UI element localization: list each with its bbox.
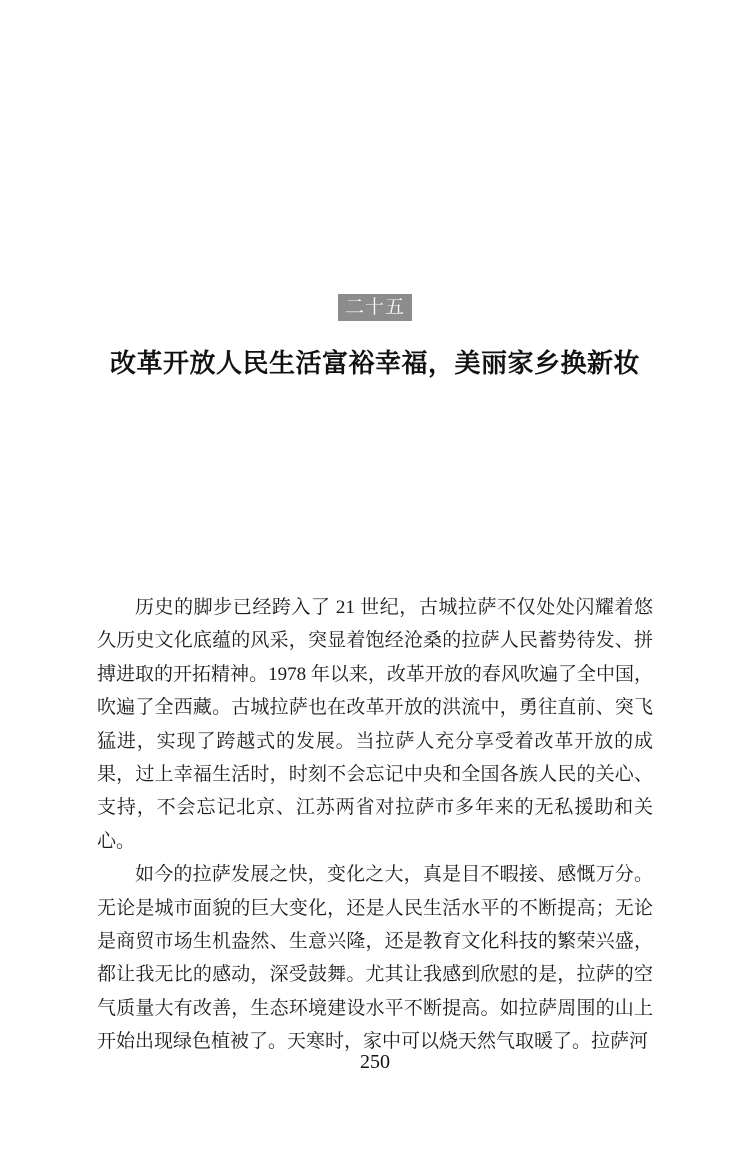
chapter-title: 改革开放人民生活富裕幸福，美丽家乡换新妆 [109,349,640,378]
paragraph-1: 历史的脚步已经跨入了 21 世纪，古城拉萨不仅处处闪耀着悠久历史文化底蕴的风采，突显着饱经沧桑的拉萨人民蓄势待发、拼搏进取的开拓精神。1978 年以来，改革开放的春风吹遍了全中国，吹遍了全西藏。古城拉萨也在改革开放的洪流中，勇往直前、突飞猛进，实现了跨越式的发展。当拉萨人充分享受着改革开放的成果，过上幸福生活时，时刻不会忘记中央和全国各族人民的关心、支持，不会忘记北京、江苏两省对拉萨市多年来的无私援助和关心。 [97,597,653,852]
body-text [97,591,653,1059]
page-number: 250 [360,1051,390,1073]
chapter-number-badge: 二十五 [338,294,412,321]
paragraph-2: 如今的拉萨发展之快，变化之大，真是目不暇接、感慨万分。无论是城市面貌的巨大变化，还是人民生活水平的不断提高；无论是商贸市场生机盎然、生意兴隆，还是教育文化科技的繁荣兴盛，都让我无比的感动，深受鼓舞。尤其让我感到欣慰的是，拉萨的空气质量大有改善，生态环境建设水平不断提高。如拉萨周围的山上开始出现绿色植被了。天寒时，家中可以烧天然气取暖了。拉萨河 [97,864,653,1053]
